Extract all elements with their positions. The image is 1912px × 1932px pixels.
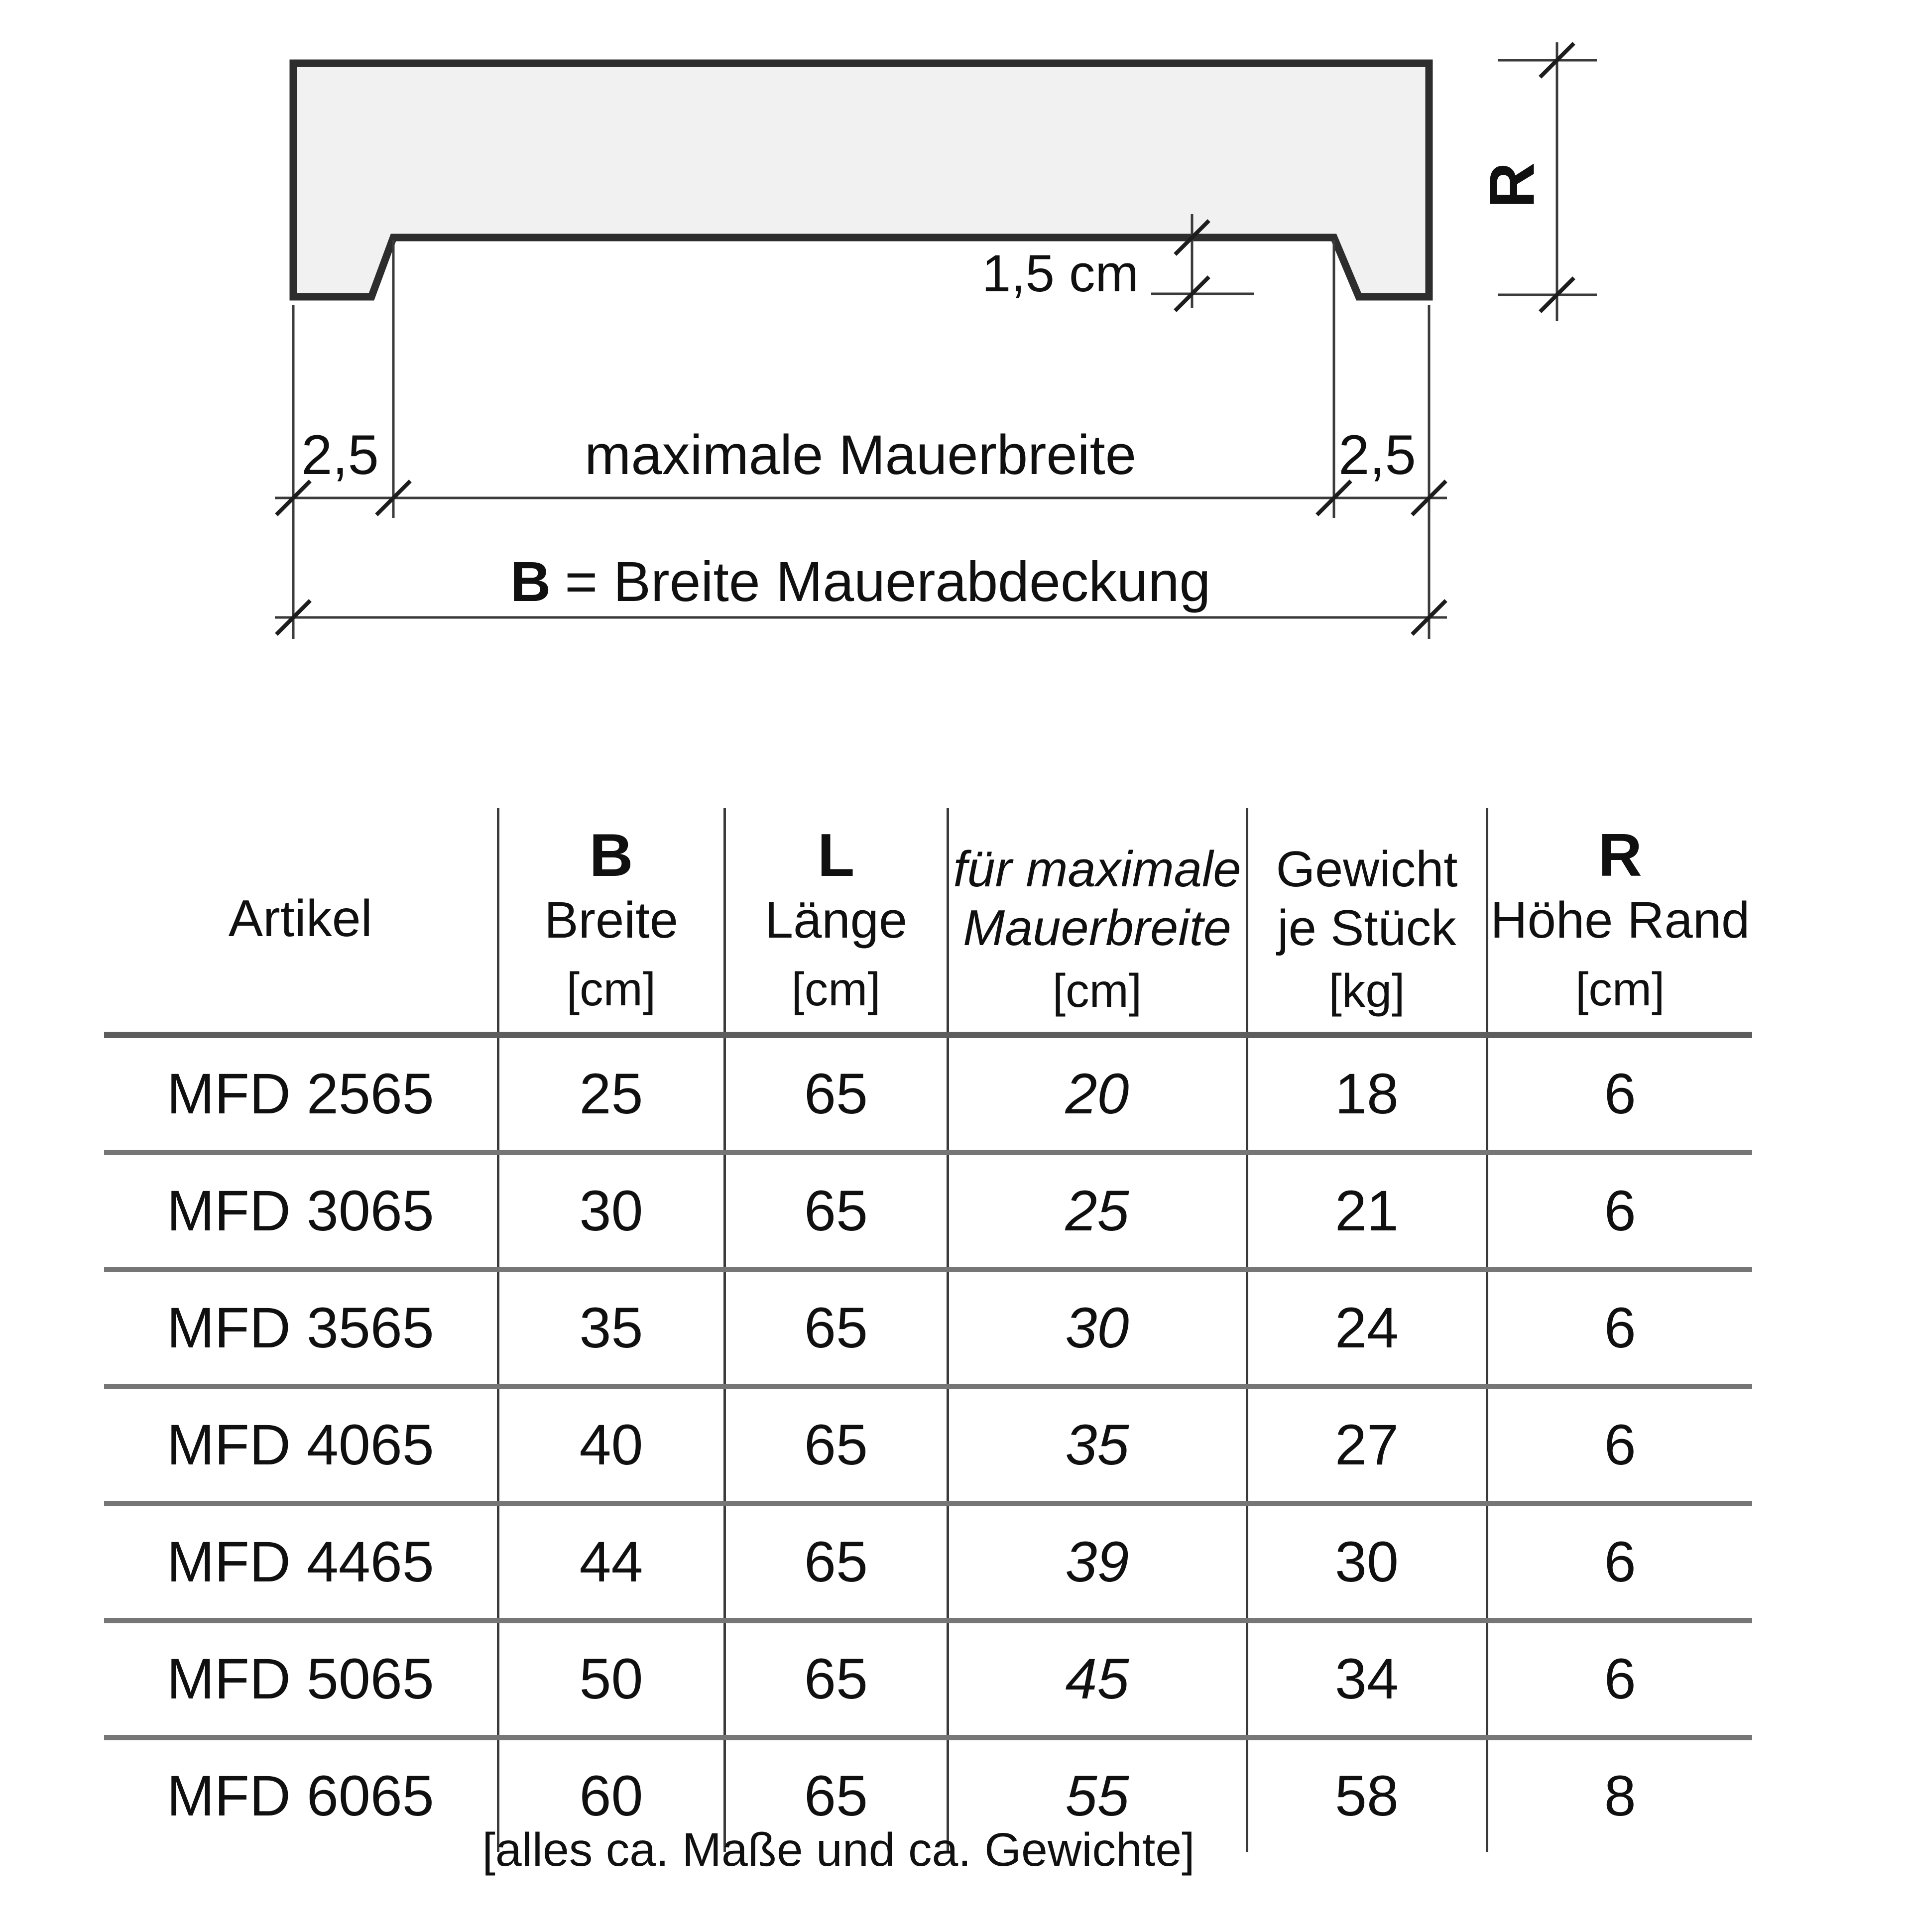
cell-hoehe-rand: 6 xyxy=(1487,1270,1752,1387)
cell-breite: 35 xyxy=(498,1270,724,1387)
cell-artikel: MFD 4465 xyxy=(104,1504,498,1621)
cell-breite: 60 xyxy=(498,1738,724,1852)
cell-breite: 30 xyxy=(498,1153,724,1270)
cell-max-mauerbreite: 39 xyxy=(948,1504,1247,1621)
cell-laenge: 65 xyxy=(724,1035,948,1153)
overhang-right-label: 2,5 xyxy=(1338,424,1416,486)
cell-hoehe-rand: 6 xyxy=(1487,1387,1752,1504)
overhang-left-label: 2,5 xyxy=(301,424,379,486)
col-header-artikel xyxy=(104,808,498,1035)
col-header-laenge-unit: [cm] xyxy=(791,963,881,1016)
col-header-breite-symbol: B xyxy=(589,821,633,889)
col-header-gewicht-unit: [kg] xyxy=(1328,965,1405,1017)
coping-cross-section-diagram xyxy=(0,0,1912,722)
cell-max-mauerbreite: 35 xyxy=(948,1387,1247,1504)
cell-max-mauerbreite: 25 xyxy=(948,1153,1247,1270)
total-width-label-symbol: B xyxy=(510,550,551,613)
cell-breite: 40 xyxy=(498,1387,724,1504)
cell-hoehe-rand: 6 xyxy=(1487,1035,1752,1153)
cell-hoehe-rand: 8 xyxy=(1604,1764,1636,1828)
cell-laenge: 65 xyxy=(724,1621,948,1738)
cell-breite: 44 xyxy=(498,1504,724,1621)
col-header-breite-title: Breite xyxy=(544,891,679,949)
cell-laenge: 65 xyxy=(724,1738,948,1852)
table-row xyxy=(104,1387,1752,1504)
total-width-label-text: = Breite Mauerabdeckung xyxy=(565,550,1211,613)
cell-max-mauerbreite: 45 xyxy=(948,1621,1247,1738)
total-width-label xyxy=(510,550,1211,613)
col-header-hoehe-rand-title: Höhe Rand xyxy=(1490,891,1750,949)
cell-laenge: 65 xyxy=(724,1153,948,1270)
cell-gewicht: 21 xyxy=(1247,1153,1487,1270)
col-header-hoehe-rand xyxy=(1487,808,1752,1035)
col-header-max-mauerbreite xyxy=(948,808,1247,1035)
col-header-hoehe-rand-symbol: R xyxy=(1598,821,1642,889)
cell-breite: 25 xyxy=(498,1035,724,1153)
table-row xyxy=(104,1035,1752,1153)
spec-table xyxy=(104,808,1752,1852)
cell-laenge: 65 xyxy=(724,1387,948,1504)
coping-profile xyxy=(293,63,1429,297)
col-header-laenge-title: Länge xyxy=(764,891,908,949)
table-row xyxy=(104,1504,1752,1621)
col-header-hoehe-rand-unit: [cm] xyxy=(1575,963,1665,1016)
table-row xyxy=(104,1621,1752,1738)
col-header-max-mauerbreite-line2: Mauerbreite xyxy=(963,900,1231,956)
col-header-breite xyxy=(498,808,724,1035)
cell-breite: 50 xyxy=(498,1621,724,1738)
col-header-gewicht xyxy=(1247,808,1487,1035)
col-header-breite-unit: [cm] xyxy=(566,963,656,1016)
cell-hoehe-rand: 6 xyxy=(1487,1504,1752,1621)
cell-gewicht: 27 xyxy=(1247,1387,1487,1504)
rim-height-label: R xyxy=(1476,162,1548,209)
cell-artikel: MFD 5065 xyxy=(104,1621,498,1738)
table-footnote: [alles ca. Maße und ca. Gewichte] xyxy=(482,1823,1195,1876)
cell-gewicht: 58 xyxy=(1247,1738,1487,1852)
cell-artikel: MFD 6065 xyxy=(104,1738,498,1852)
cell-laenge: 65 xyxy=(724,1504,948,1621)
notch-depth-label: 1,5 cm xyxy=(981,244,1139,303)
cell-max-mauerbreite: 55 xyxy=(948,1738,1247,1852)
cell-laenge: 65 xyxy=(724,1270,948,1387)
col-header-artikel-title: Artikel xyxy=(228,890,372,948)
col-header-laenge xyxy=(724,808,948,1035)
cell-hoehe-rand: 6 xyxy=(1487,1153,1752,1270)
cell-gewicht: 34 xyxy=(1247,1621,1487,1738)
col-header-gewicht-line2: je Stück xyxy=(1277,900,1456,956)
table-row xyxy=(104,1270,1752,1387)
col-header-max-mauerbreite-line1: für maximale xyxy=(953,842,1241,897)
cell-artikel: MFD 3065 xyxy=(104,1153,498,1270)
cell-max-mauerbreite: 30 xyxy=(948,1270,1247,1387)
cell-gewicht: 24 xyxy=(1247,1270,1487,1387)
cell-artikel: MFD 3565 xyxy=(104,1270,498,1387)
cell-hoehe-rand: 6 xyxy=(1487,1621,1752,1738)
col-header-laenge-symbol: L xyxy=(817,821,855,889)
table-row xyxy=(104,1153,1752,1270)
cell-max-mauerbreite: 20 xyxy=(948,1035,1247,1153)
table-header-row xyxy=(104,808,1752,1035)
cell-artikel: MFD 4065 xyxy=(104,1387,498,1504)
cell-gewicht: 30 xyxy=(1247,1504,1487,1621)
col-header-gewicht-line1: Gewicht xyxy=(1276,842,1458,897)
max-wall-width-label: maximale Mauerbreite xyxy=(585,424,1136,486)
col-header-max-mauerbreite-unit: [cm] xyxy=(1052,965,1142,1017)
cell-gewicht: 18 xyxy=(1247,1035,1487,1153)
cell-artikel: MFD 2565 xyxy=(104,1035,498,1153)
